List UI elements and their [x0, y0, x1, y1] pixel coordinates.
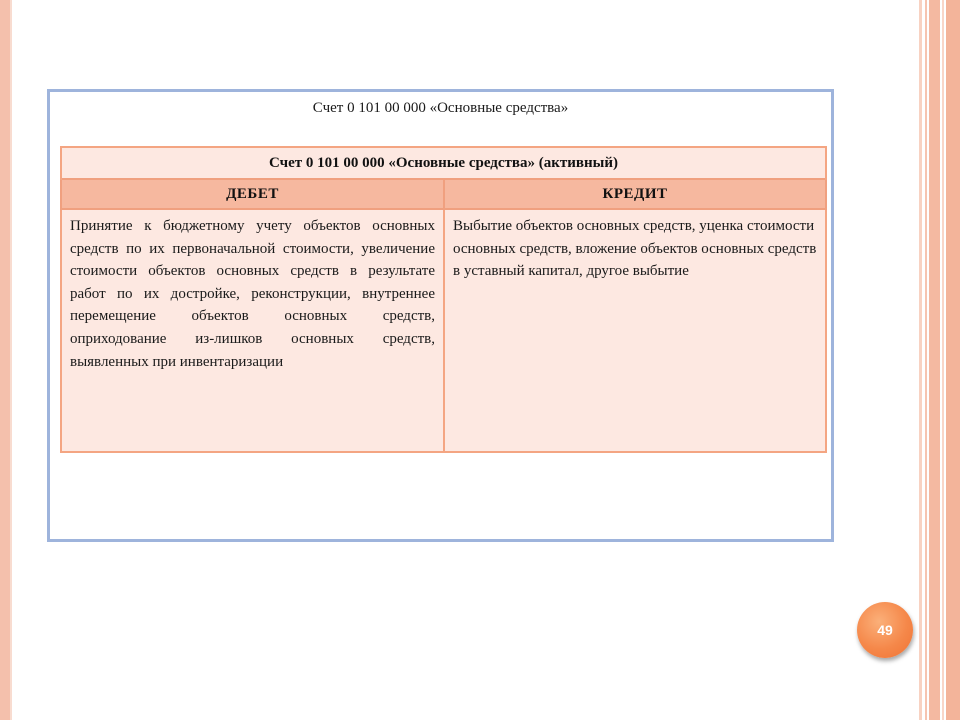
account-table [60, 146, 827, 453]
page-number-badge: 49 [857, 602, 913, 658]
credit-cell: Выбытие объектов основных средств, уценка стоимости основных средств, вложение объектов основных средств в уставный капитал, другое выбытие [444, 209, 826, 452]
right-decorative-stripes [914, 0, 960, 720]
frame-title: Счет 0 101 00 000 «Основные средства» [312, 100, 569, 116]
table-header: Счет 0 101 00 000 «Основные средства» (активный) [61, 147, 826, 179]
debit-cell: Принятие к бюджетному учету объектов основных средств по их первоначальной стоимости, увеличение стоимости объектов основных средств в результате работ по их достройке, реконструкции, внутреннее перемещение объектов основных средств, оприходование из-лишков основных средств, выявленных при инвентаризации [61, 209, 444, 452]
table-columns-row [61, 179, 826, 209]
credit-column-header: КРЕДИТ [444, 179, 826, 209]
table-row [61, 209, 826, 452]
table-header-row [61, 147, 826, 179]
debit-column-header: ДЕБЕТ [61, 179, 444, 209]
left-decorative-strip [0, 0, 12, 720]
